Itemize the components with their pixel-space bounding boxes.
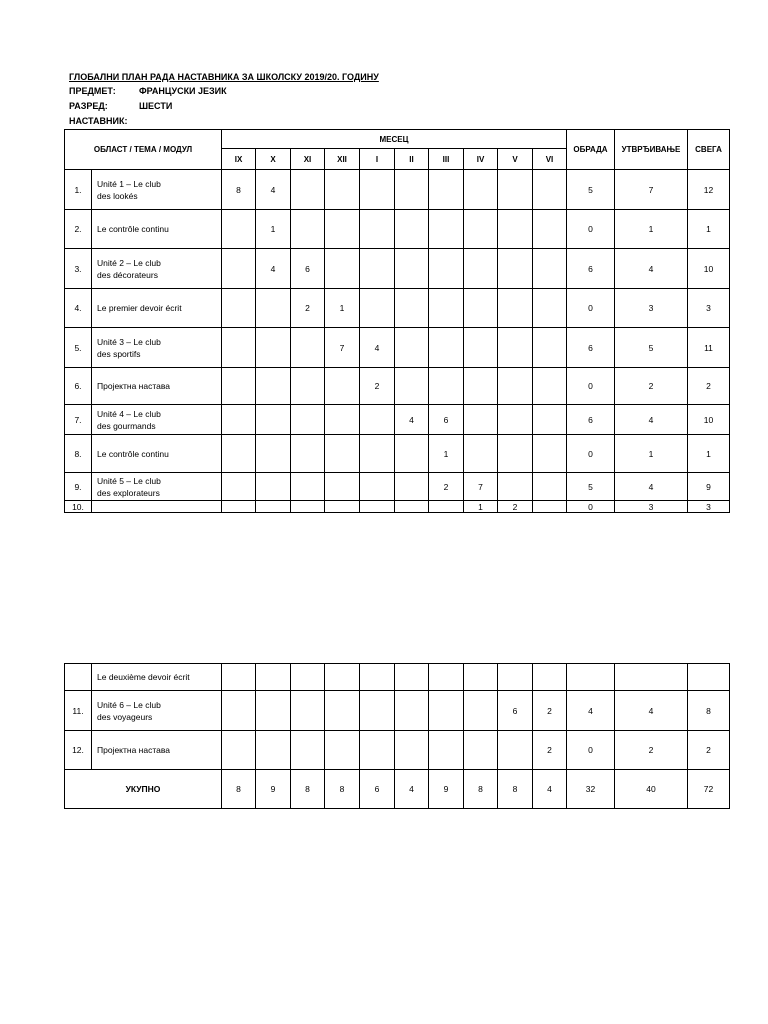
subject-value: ФРАНЦУСКИ ЈЕЗИК xyxy=(139,86,227,96)
month-value xyxy=(222,210,256,249)
month-value: 2 xyxy=(533,691,567,731)
month-value xyxy=(429,210,464,249)
row-number: 1. xyxy=(65,170,92,210)
teacher-label: НАСТАВНИК: xyxy=(69,116,128,126)
table-row xyxy=(65,170,730,210)
month-value xyxy=(533,328,567,368)
utvrdjivanje-value: 1 xyxy=(615,210,688,249)
row-number: 2. xyxy=(65,210,92,249)
month-value xyxy=(291,731,325,770)
total-row xyxy=(65,770,730,809)
total-month-value: 8 xyxy=(291,770,325,809)
row-topic xyxy=(92,328,222,368)
month-value: 1 xyxy=(429,435,464,473)
utvrdjivanje-value: 4 xyxy=(615,405,688,435)
month-value xyxy=(464,731,498,770)
obrada-value: 6 xyxy=(567,405,615,435)
row-topic xyxy=(92,435,222,473)
topic-line-1: Unité 4 – Le club xyxy=(97,408,161,419)
topic-line-1: Le contrôle continu xyxy=(97,448,169,459)
svega-value: 2 xyxy=(688,368,730,405)
topic-line-1: Пројектна настава xyxy=(97,745,171,755)
obrada-value: 0 xyxy=(567,501,615,513)
month-value xyxy=(395,501,429,513)
month-value: 2 xyxy=(533,731,567,770)
total-obrada: 32 xyxy=(567,770,615,809)
month-value xyxy=(498,328,533,368)
month-value xyxy=(325,664,360,691)
month-value: 6 xyxy=(429,405,464,435)
month-value xyxy=(222,435,256,473)
month-value: 7 xyxy=(464,473,498,501)
month-value xyxy=(464,368,498,405)
month-value xyxy=(533,368,567,405)
topic-line-1: Le contrôle continu xyxy=(97,224,169,234)
month-value xyxy=(360,691,395,731)
month-value xyxy=(464,691,498,731)
utvrdjivanje-value: 4 xyxy=(615,249,688,289)
month-value: 2 xyxy=(360,368,395,405)
table-row xyxy=(65,368,730,405)
svega-value: 1 xyxy=(688,210,730,249)
row-topic xyxy=(92,731,222,770)
month-header-cell: I xyxy=(360,149,395,170)
svega-value: 2 xyxy=(688,731,730,770)
table-row xyxy=(65,691,730,731)
row-number: 6. xyxy=(65,368,92,405)
month-value xyxy=(291,405,325,435)
month-value xyxy=(395,435,429,473)
month-value xyxy=(325,473,360,501)
month-value xyxy=(222,249,256,289)
table-row xyxy=(65,405,730,435)
month-value xyxy=(395,664,429,691)
month-value: 4 xyxy=(256,170,291,210)
month-value xyxy=(498,731,533,770)
month-value xyxy=(360,289,395,328)
month-value xyxy=(464,249,498,289)
month-value xyxy=(325,170,360,210)
obrada-value: 0 xyxy=(567,731,615,770)
month-value: 8 xyxy=(222,170,256,210)
topic-line-1: Unité 2 – Le club xyxy=(97,257,161,268)
month-value: 7 xyxy=(325,328,360,368)
month-value xyxy=(256,501,291,513)
month-value: 1 xyxy=(464,501,498,513)
month-value xyxy=(222,473,256,501)
month-value: 2 xyxy=(429,473,464,501)
utvrdjivanje-value: 5 xyxy=(615,328,688,368)
month-header-cell: II xyxy=(395,149,429,170)
svega-value: 1 xyxy=(688,435,730,473)
table-row xyxy=(65,328,730,368)
month-value xyxy=(498,405,533,435)
month-value xyxy=(498,664,533,691)
row-topic xyxy=(92,405,222,435)
table-row xyxy=(65,664,730,691)
total-month-value: 9 xyxy=(429,770,464,809)
month-value xyxy=(395,731,429,770)
plan-table-part1 xyxy=(64,129,730,513)
month-value xyxy=(429,501,464,513)
month-header-cell: IX xyxy=(222,149,256,170)
month-value xyxy=(533,170,567,210)
topic-line-1: Unité 5 – Le club xyxy=(97,475,161,486)
month-value xyxy=(222,691,256,731)
row-number: 11. xyxy=(65,691,92,731)
month-value xyxy=(395,328,429,368)
month-value xyxy=(360,170,395,210)
grade-row xyxy=(69,100,172,112)
obrada-value: 0 xyxy=(567,289,615,328)
month-value xyxy=(429,289,464,328)
month-value xyxy=(464,664,498,691)
obrada-value: 4 xyxy=(567,691,615,731)
total-month-value: 8 xyxy=(222,770,256,809)
utvrdjivanje-value: 4 xyxy=(615,473,688,501)
month-value xyxy=(291,368,325,405)
row-number: 3. xyxy=(65,249,92,289)
total-month-value: 8 xyxy=(464,770,498,809)
total-utvrdjivanje: 40 xyxy=(615,770,688,809)
month-header-cell: X xyxy=(256,149,291,170)
obrada-value xyxy=(567,664,615,691)
svega-value: 8 xyxy=(688,691,730,731)
month-value: 6 xyxy=(498,691,533,731)
row-topic xyxy=(92,210,222,249)
month-header-cell: XII xyxy=(325,149,360,170)
month-value xyxy=(464,170,498,210)
svega-value: 10 xyxy=(688,249,730,289)
month-value xyxy=(395,368,429,405)
table-row xyxy=(65,249,730,289)
month-header-cell: IV xyxy=(464,149,498,170)
utvrdjivanje-value: 4 xyxy=(615,691,688,731)
month-value xyxy=(395,210,429,249)
month-value xyxy=(222,731,256,770)
topic-line-2: des explorateurs xyxy=(97,487,160,498)
month-value xyxy=(325,249,360,289)
total-month-value: 8 xyxy=(325,770,360,809)
topic-line-1: Le premier devoir écrit xyxy=(97,303,182,313)
row-topic xyxy=(92,368,222,405)
month-value xyxy=(498,368,533,405)
month-value: 4 xyxy=(360,328,395,368)
topic-line-1: Пројектна настава xyxy=(97,381,171,391)
month-value xyxy=(256,473,291,501)
month-value xyxy=(429,368,464,405)
month-value xyxy=(533,289,567,328)
obrada-value: 0 xyxy=(567,210,615,249)
month-value xyxy=(360,731,395,770)
row-number: 7. xyxy=(65,405,92,435)
month-value xyxy=(325,691,360,731)
month-value xyxy=(291,328,325,368)
utvrdjivanje-value: 1 xyxy=(615,435,688,473)
row-topic xyxy=(92,170,222,210)
svega-value xyxy=(688,664,730,691)
month-value xyxy=(291,501,325,513)
month-value xyxy=(291,435,325,473)
month-value xyxy=(256,405,291,435)
total-svega: 72 xyxy=(688,770,730,809)
month-value xyxy=(256,289,291,328)
svega-value: 3 xyxy=(688,289,730,328)
row-topic xyxy=(92,501,222,513)
month-value xyxy=(360,249,395,289)
obrada-value: 5 xyxy=(567,170,615,210)
month-header-cell: VI xyxy=(533,149,567,170)
month-value xyxy=(360,210,395,249)
month-value: 2 xyxy=(291,289,325,328)
topic-line-2: des lookés xyxy=(97,190,138,201)
row-number xyxy=(65,664,92,691)
month-value xyxy=(360,664,395,691)
month-value xyxy=(325,435,360,473)
row-topic xyxy=(92,664,222,691)
month-value xyxy=(256,368,291,405)
grade-value: ШЕСТИ xyxy=(139,101,173,111)
month-value xyxy=(360,473,395,501)
total-month-value: 8 xyxy=(498,770,533,809)
topic-line-1: Unité 3 – Le club xyxy=(97,336,161,347)
utvrdjivanje-value: 3 xyxy=(615,289,688,328)
table-row xyxy=(65,289,730,328)
svega-value: 11 xyxy=(688,328,730,368)
table-row xyxy=(65,435,730,473)
month-value xyxy=(395,473,429,501)
row-topic xyxy=(92,691,222,731)
topic-line-1: Unité 6 – Le club xyxy=(97,699,161,710)
obrada-value: 0 xyxy=(567,368,615,405)
month-value xyxy=(429,731,464,770)
month-value xyxy=(360,501,395,513)
month-value xyxy=(291,210,325,249)
month-value xyxy=(256,435,291,473)
month-value xyxy=(498,289,533,328)
month-header-cell: XI xyxy=(291,149,325,170)
month-value xyxy=(533,501,567,513)
month-value: 1 xyxy=(256,210,291,249)
month-value xyxy=(533,249,567,289)
month-value xyxy=(291,473,325,501)
month-value: 2 xyxy=(498,501,533,513)
total-month-value: 4 xyxy=(395,770,429,809)
month-value xyxy=(429,664,464,691)
grade-label: РАЗРЕД: xyxy=(69,101,108,111)
topic-line-2: des gourmands xyxy=(97,420,156,431)
table-row xyxy=(65,731,730,770)
month-value xyxy=(222,289,256,328)
month-value xyxy=(464,405,498,435)
row-topic xyxy=(92,249,222,289)
total-month-value: 6 xyxy=(360,770,395,809)
month-value xyxy=(498,473,533,501)
subject-label: ПРЕДМЕТ: xyxy=(69,86,116,96)
month-value xyxy=(533,435,567,473)
utvrdjivanje-value: 3 xyxy=(615,501,688,513)
topic-header: ОБЛАСТ / ТЕМА / МОДУЛ xyxy=(65,130,222,170)
month-value xyxy=(360,435,395,473)
month-value xyxy=(533,664,567,691)
header-row-1 xyxy=(65,130,730,149)
obrada-value: 6 xyxy=(567,249,615,289)
month-value xyxy=(256,664,291,691)
month-value xyxy=(395,249,429,289)
month-value xyxy=(464,210,498,249)
month-value xyxy=(498,170,533,210)
month-value xyxy=(222,368,256,405)
obrada-header: ОБРАДА xyxy=(567,130,615,170)
month-value xyxy=(360,405,395,435)
topic-line-2: des sportifs xyxy=(97,348,141,359)
month-value xyxy=(222,405,256,435)
month-value xyxy=(291,664,325,691)
month-value xyxy=(464,289,498,328)
subject-row xyxy=(69,85,227,97)
month-value xyxy=(498,210,533,249)
month-value xyxy=(256,731,291,770)
month-value xyxy=(222,328,256,368)
month-header: МЕСЕЦ xyxy=(222,130,567,149)
table-row xyxy=(65,501,730,513)
month-value xyxy=(222,664,256,691)
month-value xyxy=(291,691,325,731)
month-value xyxy=(498,249,533,289)
utvrdjivanje-header: УТВРЂИВАЊЕ xyxy=(615,130,688,170)
month-header-cell: III xyxy=(429,149,464,170)
topic-line-2: des voyageurs xyxy=(97,711,153,722)
svega-value: 9 xyxy=(688,473,730,501)
month-value xyxy=(256,691,291,731)
month-header-cell: V xyxy=(498,149,533,170)
month-value xyxy=(533,210,567,249)
month-value xyxy=(325,368,360,405)
topic-line-1: Le deuxième devoir écrit xyxy=(97,672,190,682)
utvrdjivanje-value: 2 xyxy=(615,731,688,770)
topic-line-1: Unité 1 – Le club xyxy=(97,178,161,189)
row-number: 10. xyxy=(65,501,92,513)
month-value xyxy=(533,473,567,501)
teacher-row xyxy=(69,115,139,127)
plan-table-part2 xyxy=(64,663,730,809)
obrada-value: 0 xyxy=(567,435,615,473)
month-value xyxy=(291,170,325,210)
utvrdjivanje-value: 7 xyxy=(615,170,688,210)
month-value xyxy=(429,691,464,731)
svega-header: СВЕГА xyxy=(688,130,730,170)
table-row xyxy=(65,473,730,501)
month-value xyxy=(222,501,256,513)
svega-value: 12 xyxy=(688,170,730,210)
month-value: 4 xyxy=(256,249,291,289)
svega-value: 3 xyxy=(688,501,730,513)
month-value xyxy=(464,435,498,473)
obrada-value: 5 xyxy=(567,473,615,501)
total-month-value: 9 xyxy=(256,770,291,809)
month-value xyxy=(429,170,464,210)
month-value xyxy=(429,249,464,289)
month-value xyxy=(395,691,429,731)
month-value: 6 xyxy=(291,249,325,289)
total-label: УКУПНО xyxy=(65,770,222,809)
row-number: 4. xyxy=(65,289,92,328)
row-topic xyxy=(92,289,222,328)
utvrdjivanje-value: 2 xyxy=(615,368,688,405)
month-value xyxy=(325,405,360,435)
page-title: ГЛОБАЛНИ ПЛАН РАДА НАСТАВНИКА ЗА ШКОЛСКУ 2019/20. ГОДИНУ xyxy=(69,72,379,82)
month-value: 4 xyxy=(395,405,429,435)
row-number: 8. xyxy=(65,435,92,473)
row-topic xyxy=(92,473,222,501)
row-number: 5. xyxy=(65,328,92,368)
topic-line-2: des décorateurs xyxy=(97,269,158,280)
row-number: 9. xyxy=(65,473,92,501)
month-value xyxy=(395,170,429,210)
row-number: 12. xyxy=(65,731,92,770)
month-value xyxy=(256,328,291,368)
obrada-value: 6 xyxy=(567,328,615,368)
month-value xyxy=(395,289,429,328)
month-value xyxy=(498,435,533,473)
month-value: 1 xyxy=(325,289,360,328)
svega-value: 10 xyxy=(688,405,730,435)
utvrdjivanje-value xyxy=(615,664,688,691)
table-row xyxy=(65,210,730,249)
total-month-value: 4 xyxy=(533,770,567,809)
month-value xyxy=(325,501,360,513)
month-value xyxy=(325,731,360,770)
month-value xyxy=(464,328,498,368)
month-value xyxy=(325,210,360,249)
month-value xyxy=(429,328,464,368)
month-value xyxy=(533,405,567,435)
